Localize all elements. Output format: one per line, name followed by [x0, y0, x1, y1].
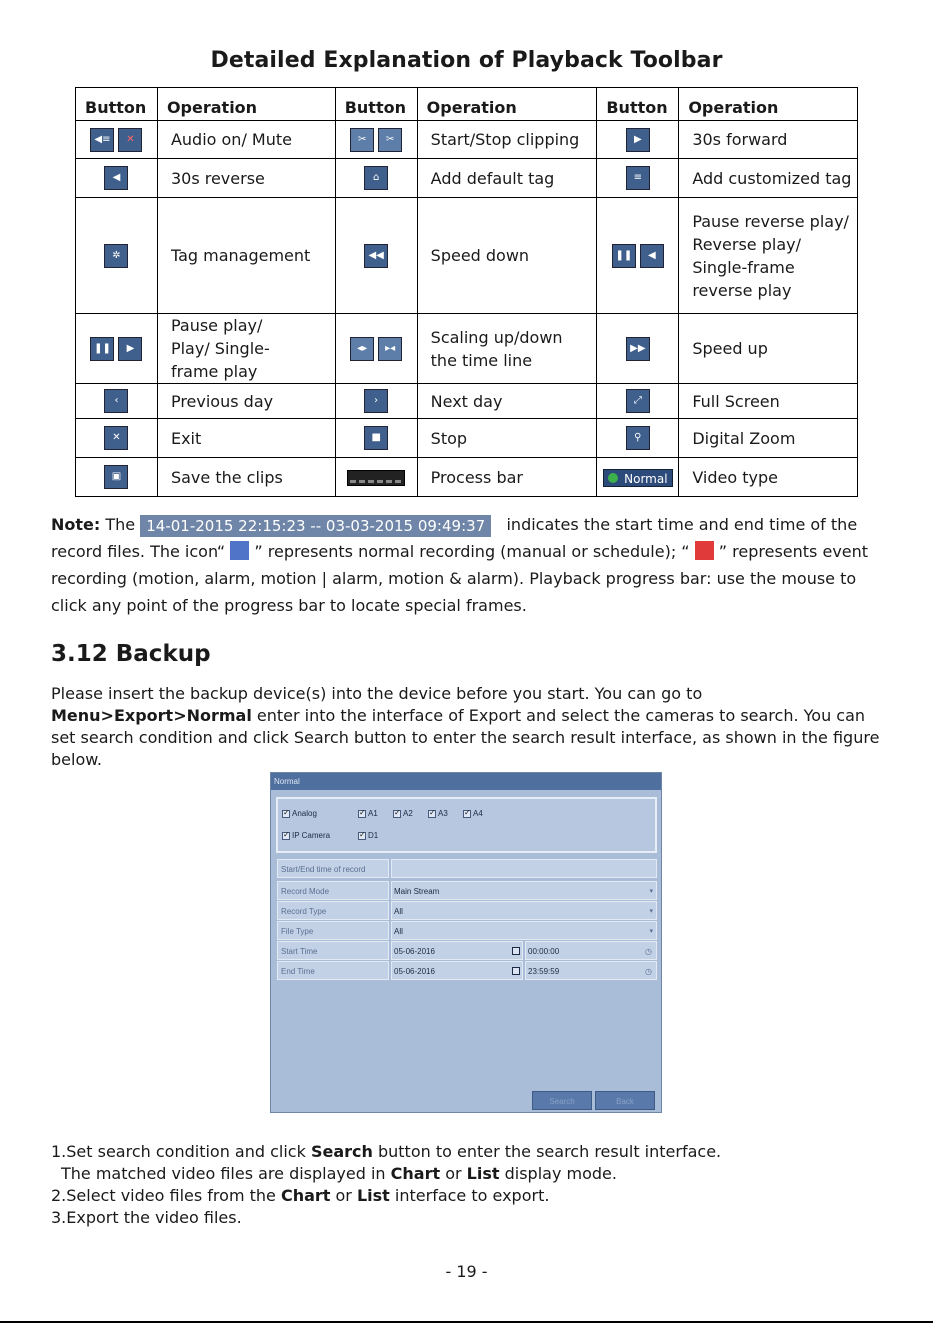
note-text: ” represents normal recording (manual or schedule); “ — [254, 542, 690, 561]
table-row — [76, 159, 858, 198]
record-type-row[interactable] — [277, 901, 657, 920]
table-header: Operation — [679, 88, 858, 121]
section-title: 3.12 Backup — [51, 641, 211, 667]
scissors-icon: ✂ — [350, 128, 374, 152]
table-header: Button — [335, 88, 417, 121]
operation-cell: Speed down — [417, 198, 597, 314]
table-row — [76, 314, 858, 384]
table-header: Button — [597, 88, 679, 121]
start-date-field[interactable]: 05-06-2016 — [391, 941, 523, 960]
operation-cell: Audio on/ Mute — [157, 121, 335, 159]
forward-30s-icon: ▶ — [626, 128, 650, 152]
digital-zoom-icon: ⚲ — [626, 426, 650, 450]
operation-cell: Add default tag — [417, 159, 597, 198]
table-header-row — [76, 88, 858, 121]
note-label: Note: — [51, 515, 101, 534]
start-end-row — [277, 859, 657, 878]
start-clock-field[interactable]: 00:00:00 ◷ — [525, 941, 657, 960]
table-header: Operation — [157, 88, 335, 121]
operation-cell: Previous day — [157, 384, 335, 419]
table-row — [76, 458, 858, 497]
normal-recording-swatch — [230, 541, 249, 560]
video-type-badge — [603, 469, 672, 487]
clock-icon: ◷ — [645, 967, 652, 976]
step-3: 3.Export the video files. — [51, 1208, 242, 1227]
pause-icon: ❚❚ — [612, 244, 636, 268]
table-row — [76, 198, 858, 314]
save-clips-icon: ▣ — [104, 465, 128, 489]
start-time-row[interactable] — [277, 941, 657, 960]
pause-icon: ❚❚ — [90, 337, 114, 361]
default-tag-icon: ⌂ — [364, 166, 388, 190]
calendar-icon — [512, 967, 520, 975]
playback-toolbar-table — [75, 87, 858, 497]
full-screen-icon: ⤢ — [626, 389, 650, 413]
start-time-label: Start Time — [277, 941, 389, 960]
a2-checkbox[interactable]: ✓ A2 — [393, 809, 413, 818]
table-row — [76, 419, 858, 458]
reverse-30s-icon: ◀ — [104, 166, 128, 190]
end-time-row[interactable] — [277, 961, 657, 980]
start-end-label: Start/End time of record — [277, 859, 389, 878]
chevron-down-icon: ▾ — [649, 928, 653, 935]
export-screenshot — [270, 772, 662, 1113]
stop-icon: ■ — [364, 426, 388, 450]
operation-cell: Digital Zoom — [679, 419, 858, 458]
record-mode-row[interactable] — [277, 881, 657, 900]
bottom-divider — [0, 1321, 933, 1323]
analog-checkbox[interactable]: ✓Analog — [282, 809, 317, 818]
a4-checkbox[interactable]: ✓ A4 — [463, 809, 483, 818]
operation-cell: 30s reverse — [157, 159, 335, 198]
end-date-field[interactable]: 05-06-2016 — [391, 961, 523, 980]
play-dot-icon — [608, 473, 618, 483]
video-type-label: Normal — [624, 471, 668, 486]
process-bar-icon — [347, 470, 405, 486]
end-clock-field[interactable]: 23:59:59 ◷ — [525, 961, 657, 980]
steps-list — [51, 1141, 891, 1229]
next-day-icon: › — [364, 389, 388, 413]
operation-cell: Save the clips — [157, 458, 335, 497]
menu-path: Menu>Export>Normal — [51, 706, 252, 725]
operation-cell: Scaling up/down the time line — [417, 314, 597, 384]
previous-day-icon: ‹ — [104, 389, 128, 413]
operation-cell: Start/Stop clipping — [417, 121, 597, 159]
scale-up-icon: ◂▸ — [350, 337, 374, 361]
para-text: enter into the interface of Export and select the cameras to search. You can set search condition and click Search button to enter the search result interface, as shown in the figure below. — [51, 706, 880, 769]
window-title: Normal — [271, 773, 661, 790]
operation-cell: Speed up — [679, 314, 858, 384]
start-end-value — [391, 859, 657, 878]
clock-icon: ◷ — [645, 947, 652, 956]
time-range-strip: 14-01-2015 22:15:23 -- 03-03-2015 09:49:37 — [140, 515, 491, 537]
chevron-down-icon: ▾ — [649, 908, 653, 915]
step-1: 1.Set search condition and click Search button to enter the search result interface. — [51, 1142, 722, 1161]
speed-down-icon: ◀◀ — [364, 244, 388, 268]
operation-cell: 30s forward — [679, 121, 858, 159]
note-text: The — [105, 515, 136, 534]
backup-paragraph — [51, 683, 891, 771]
record-type-select[interactable]: All ▾ — [391, 901, 657, 920]
reverse-play-icon: ◀ — [640, 244, 664, 268]
exit-icon: ✕ — [104, 426, 128, 450]
operation-cell: Video type — [679, 458, 858, 497]
a3-checkbox[interactable]: ✓ A3 — [428, 809, 448, 818]
note-text: ” represents event recording (motion, alarm, motion | alarm, motion & alarm). Playback progress bar: use the mouse to click any point of the progress bar to locate special frames. — [51, 542, 869, 615]
table-header: Operation — [417, 88, 597, 121]
camera-selection-panel — [276, 797, 657, 853]
file-type-row[interactable] — [277, 921, 657, 940]
operation-cell: Add customized tag — [679, 159, 858, 198]
table-row — [76, 121, 858, 159]
back-button[interactable]: Back — [595, 1091, 655, 1110]
play-icon: ▶ — [118, 337, 142, 361]
step-2: 2.Select video files from the Chart or List interface to export. — [51, 1186, 550, 1205]
record-mode-select[interactable]: Main Stream ▾ — [391, 881, 657, 900]
speed-up-icon: ▶▶ — [626, 337, 650, 361]
customized-tag-icon: ≡ — [626, 166, 650, 190]
a1-checkbox[interactable]: ✓ A1 — [358, 809, 378, 818]
record-mode-label: Record Mode — [277, 881, 389, 900]
operation-cell: Exit — [157, 419, 335, 458]
end-time-label: End Time — [277, 961, 389, 980]
operation-cell: Next day — [417, 384, 597, 419]
operation-cell: Process bar — [417, 458, 597, 497]
operation-cell: Pause reverse play/ Reverse play/ Single-frame reverse play — [679, 198, 858, 314]
step-1-detail: The matched video files are displayed in Chart or List display mode. — [61, 1164, 617, 1183]
scale-down-icon: ▸◂ — [378, 337, 402, 361]
page-number: - 19 - — [445, 1262, 488, 1281]
page-title: Detailed Explanation of Playback Toolbar — [210, 48, 723, 73]
file-type-select[interactable]: All ▾ — [391, 921, 657, 940]
note-text: indicates the start time and end time of the record files. The icon“ — [51, 515, 858, 561]
operation-cell: Tag management — [157, 198, 335, 314]
search-button[interactable]: Search — [532, 1091, 592, 1110]
d1-checkbox[interactable]: ✓ D1 — [358, 831, 378, 840]
operation-cell: Stop — [417, 419, 597, 458]
tag-management-icon: ✲ — [104, 244, 128, 268]
note-paragraph — [51, 511, 881, 619]
record-type-label: Record Type — [277, 901, 389, 920]
operation-cell: Full Screen — [679, 384, 858, 419]
chevron-down-icon: ▾ — [649, 888, 653, 895]
table-header: Button — [76, 88, 158, 121]
file-type-label: File Type — [277, 921, 389, 940]
table-row — [76, 384, 858, 419]
mute-icon: ✕ — [118, 128, 142, 152]
para-text: Please insert the backup device(s) into the device before you start. You can go to — [51, 684, 703, 703]
scissors-check-icon: ✂ — [378, 128, 402, 152]
calendar-icon — [512, 947, 520, 955]
audio-on-icon: ◀≡ — [90, 128, 114, 152]
event-recording-swatch — [695, 541, 714, 560]
operation-cell: Pause play/ Play/ Single-frame play — [157, 314, 335, 384]
ip-camera-checkbox[interactable]: ✓IP Camera — [282, 831, 330, 840]
